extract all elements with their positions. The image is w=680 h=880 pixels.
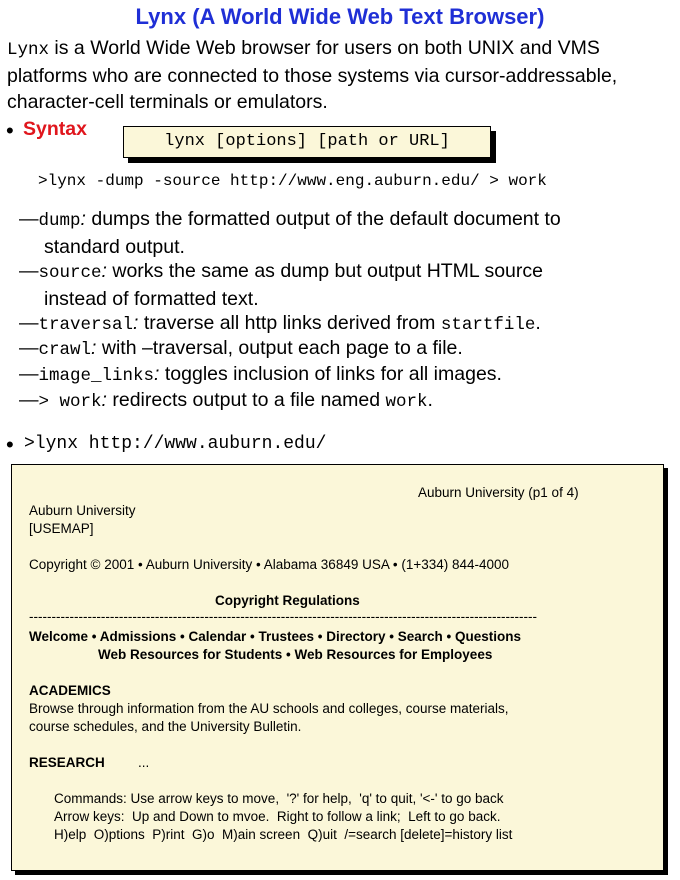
option-code: startfile xyxy=(440,315,536,335)
command-menu: H)elp O)ptions P)rint G)o M)ain screen Q)uit /=search [delete]=history list xyxy=(54,827,513,842)
lynx-word: Lynx xyxy=(7,40,50,60)
academics-text: Browse through information from the AU schools and colleges, course materials, xyxy=(29,701,509,716)
screen-line: Auburn University xyxy=(29,503,136,518)
option-code: source xyxy=(38,263,102,283)
option-text: toggles inclusion of links for all images. xyxy=(159,363,502,385)
option-text-cont: instead of formatted text. xyxy=(44,288,259,310)
option-text: dumps the formatted output of the default document to xyxy=(85,208,561,230)
option-image-links: —image_links: toggles inclusion of links for all images. xyxy=(19,363,502,386)
option-dump: —dump: dumps the formatted output of the default document to standard output. xyxy=(19,206,669,260)
option-work: —> work: redirects output to a file named work. xyxy=(19,389,433,412)
option-text: works the same as dump but output HTML source xyxy=(106,260,543,282)
option-traversal: —traversal: traverse all http links derived from startfile. xyxy=(19,312,541,335)
bullet-dot-icon: • xyxy=(6,118,14,143)
option-crawl: —crawl: with –traversal, output each page to a file. xyxy=(19,337,463,360)
option-source: —source: works the same as dump but output HTML source instead of formatted text. xyxy=(19,258,669,312)
lynx-screen xyxy=(11,464,664,871)
option-tail: . xyxy=(535,312,541,334)
option-code: crawl xyxy=(38,340,92,360)
syntax-command-box: lynx [options] [path or URL] xyxy=(123,126,491,158)
option-code: > work xyxy=(38,392,102,412)
help-line: Arrow keys: Up and Down to mvoe. Right to follow a link; Left to go back. xyxy=(54,809,501,824)
option-code: work xyxy=(385,392,428,412)
academics-heading: ACADEMICS xyxy=(29,683,111,698)
intro-text: is a World Wide Web browser for users on both UNIX and VMS platforms who are connected to those systems via cursor-addressable, character-cell terminals or emulators. xyxy=(7,37,618,113)
copyright-line: Copyright © 2001 • Auburn University • Alabama 36849 USA • (1+334) 844-4000 xyxy=(29,557,510,572)
bullet-dot-icon: • xyxy=(6,432,14,457)
lynx-command: >lynx http://www.auburn.edu/ xyxy=(24,434,327,454)
research-heading: RESEARCH xyxy=(29,755,105,770)
option-code: dump xyxy=(38,211,81,231)
usemap-link[interactable]: [USEMAP] xyxy=(29,521,94,536)
research-ellipsis: ... xyxy=(138,755,150,770)
help-line: Commands: Use arrow keys to move, '?' for help, 'q' to quit, '<-' to go back xyxy=(54,791,504,806)
divider: ----------------------------------------------------------------------------------------------------------------- xyxy=(29,609,538,624)
intro-paragraph xyxy=(7,35,672,115)
option-text: redirects output to a file named xyxy=(106,389,386,411)
page-indicator: Auburn University (p1 of 4) xyxy=(418,485,579,500)
page-title: Lynx (A World Wide Web Text Browser) xyxy=(135,4,545,29)
academics-text: course schedules, and the University Bulletin. xyxy=(29,719,302,734)
option-text: traverse all http links derived from xyxy=(138,312,441,334)
option-tail: . xyxy=(427,389,433,411)
nav-links-primary[interactable]: Welcome • Admissions • Calendar • Trustees • Directory • Search • Questions xyxy=(29,629,522,644)
option-text-cont: standard output. xyxy=(44,236,185,258)
option-code: image_links xyxy=(38,366,155,386)
syntax-example: >lynx -dump -source http://www.eng.auburn.edu/ > work xyxy=(38,172,547,190)
option-code: traversal xyxy=(38,315,134,335)
copyright-regulations-link[interactable]: Copyright Regulations xyxy=(215,593,360,608)
option-text: with –traversal, output each page to a file. xyxy=(96,337,463,359)
syntax-label: Syntax xyxy=(23,118,87,140)
nav-links-secondary[interactable]: Web Resources for Students • Web Resources for Employees xyxy=(98,647,493,662)
